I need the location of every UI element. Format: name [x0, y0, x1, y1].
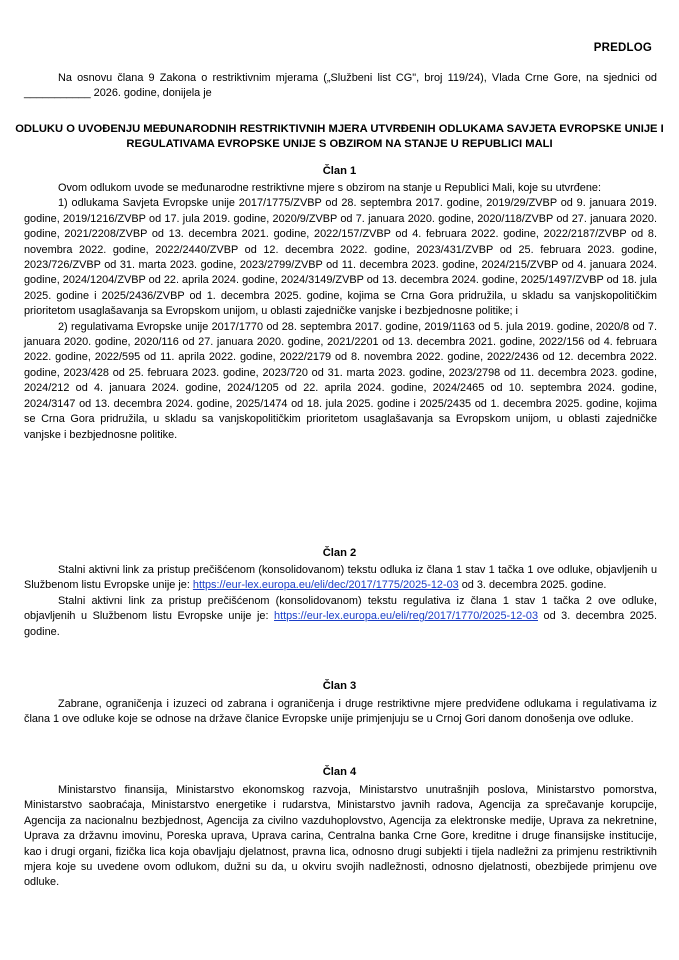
clan-2-p1-text: Stalni aktivni link za pristup prečišćenom (konsolidovanom) tekstu odluka iz člana 1 stav 1 tačka 1 ove odluke, objavljenih u Službenom listu Evropske unije je: [24, 564, 657, 592]
clan-2-heading: Član 2 [322, 547, 357, 559]
clan-1-body [24, 181, 657, 443]
clan-3-body [24, 697, 657, 728]
eur-lex-reg-link[interactable]: https://eur-lex.europa.eu/eli/reg/2017/1770/2025-12-03 [274, 610, 538, 623]
clan-3-heading: Član 3 [322, 680, 357, 692]
clan-1-item-2: 2) regulativama Evropske unije 2017/1770 od 28. septembra 2017. godine, 2019/1163 od 5. jula 2019. godine, 2020/8 od 7. januara 2020. godine, 2020/116 od 27. januara 2020. godine, 2021/2201 od 13. decembra 2021. godine, 2022/156 od 4. februara 2022. godine, 2022/595 od 11. aprila 2022. godine, 2022/2179 od 8. novembra 2022. godine, 2022/2436 od 12. decembra 2022. godine, 2023/428 od 25. februara 2023. godine, 2023/720 od 31. marta 2023. godine, 2023/2798 od 11. decembra 2023. godine, 2024/212 od 4. januara 2024. godine, 2024/1205 od 22. aprila 2024. godine, 2024/2465 od 10. septembra 2024. godine, 2024/3147 od 13. decembra 2024. godine, 2025/1474 od 18. jula 2025. godine i 2025/2435 od 1. decembra 2025. godine, kojima se Crna Gora pridružila, u skladu sa vanjskopolitičkim prioritetom usaglašavanja sa Evropskom unijom, u oblasti zajedničke vanjske i bezbjednosne politike. [24, 320, 657, 441]
clan-2-p2-text: Stalni aktivni link za pristup prečišćenom (konsolidovanom) tekstu regulativa iz člana 1 stav 1 tačka 2 ove odluke, objavljenih u Službenom listu Evropske unije je: [24, 594, 657, 623]
clan-4-heading: Član 4 [322, 766, 357, 778]
clan-3-paragraph: Zabrane, ograničenja i izuzeci od zabrana i ograničenja i druge restriktivne mjere predviđene odlukama i regulativama iz člana 1 ove odluke koje se odnose na države članice Evropske unije primjenjuju se u Crnoj Gori danom donošenja ove odluke. [24, 698, 657, 726]
clan-4-body [24, 783, 657, 891]
intro-paragraph: Na osnovu člana 9 Zakona o restriktivnim mjerama („Službeni list CG", broj 119/24), Vlada Crne Gore, na sjednici od ___________ 2026. godine, donijela je [24, 72, 657, 100]
document-title: ODLUKU O UVOĐENJU MEĐUNARODNIH RESTRIKTIVNIH MJERA UTVRĐENIH ODLUKAMA SAVJETA EVROPSKE UNIJE I REGULATIVAMA EVROPSKE UNIJE S OBZIROM NA STANJE U REPUBLICI MALI [15, 123, 664, 150]
eur-lex-dec-link[interactable]: https://eur-lex.europa.eu/eli/dec/2017/1775/2025-12-03 [192, 579, 459, 592]
clan-1-heading: Član 1 [322, 165, 357, 177]
clan-2-paragraph-2 [24, 594, 657, 640]
clan-1-item-1: 1) odlukama Savjeta Evropske unije 2017/1775/ZVBP od 28. septembra 2017. godine, 2019/29/ZVBP od 9. januara 2019. godine, 2019/1216/ZVBP od 17. jula 2019. godine, 2020/9/ZVBP od 7. januara 2020. godine, 2020/118/ZVBP od 27. januara 2020. godine, 2021/2208/ZVBP od 13. decembra 2021. godine, 2022/157/ZVBP od 4. februara 2022. godine, 2022/2187/ZVBP od 8. novembra 2022. godine, 2022/2440/ZVBP od 12. decembra 2022. godine, 2023/431/ZVBP od 25. februara 2023. godine, 2023/726/ZVBP od 31. marta 2023. godine, 2023/2799/ZVBP od 11. decembra 2023. godine, 2024/215/ZVBP od 4. januara 2024. godine, 2024/1204/ZVBP od 22. aprila 2024. godine, 2024/3149/ZVBP od 13. decembra 2024. godine, 2025/1497/ZVBP od 18. jula 2025. godine i 2025/2436/ZVBP od 1. decembra 2025. godine, kojima se Crna Gora pridružila, u skladu sa vanjskopolitičkim prioritetom usaglašavanja sa Evropskom unijom, u oblasti zajedničke vanjske i bezbjednosne politike; i [24, 197, 657, 318]
proposal-label: PREDLOG [593, 42, 652, 54]
clan-2-paragraph-1 [24, 563, 657, 594]
clan-1-paragraph: Ovom odlukom uvode se međunarodne restriktivne mjere s obzirom na stanje u Republici Mali, koje su utvrđene: [58, 182, 601, 194]
clan-2-p1-after: od 3. decembra 2025. godine. [458, 579, 607, 592]
clan-2-body [24, 563, 657, 640]
clan-2-p2-after: od 3. decembra 2025. godine. [24, 610, 658, 638]
clan-4-paragraph: Ministarstvo finansija, Ministarstvo ekonomskog razvoja, Ministarstvo unutrašnjih poslova, Ministarstvo pomorstva, Ministarstvo saobraćaja, Ministarstvo energetike i rudarstva, Ministarstvo javnih radova, Agencija za sprečavanje korupcije, Agencija za nacionalnu bezbjednost, Agencija za civilno vazduhoplovstvo, Agencija za elektronske medije, Uprava za nekretnine, Uprava za državnu imovinu, Poreska uprava, Uprava carina, Centralna banka Crne Gore, kreditne i druge finansijske institucije, kao i drugi organi, fizička lica koja obavljaju djelatnost, pravna lica, odnosno drugi subjekti i tijela nadležni za primjenu restriktivnih mjera koje su uvedene ovom odlukom, dužni su da, u okviru svojih nadležnosti, odnosno djelatnosti, obezbijede primjenu ove odluke. [24, 784, 657, 889]
